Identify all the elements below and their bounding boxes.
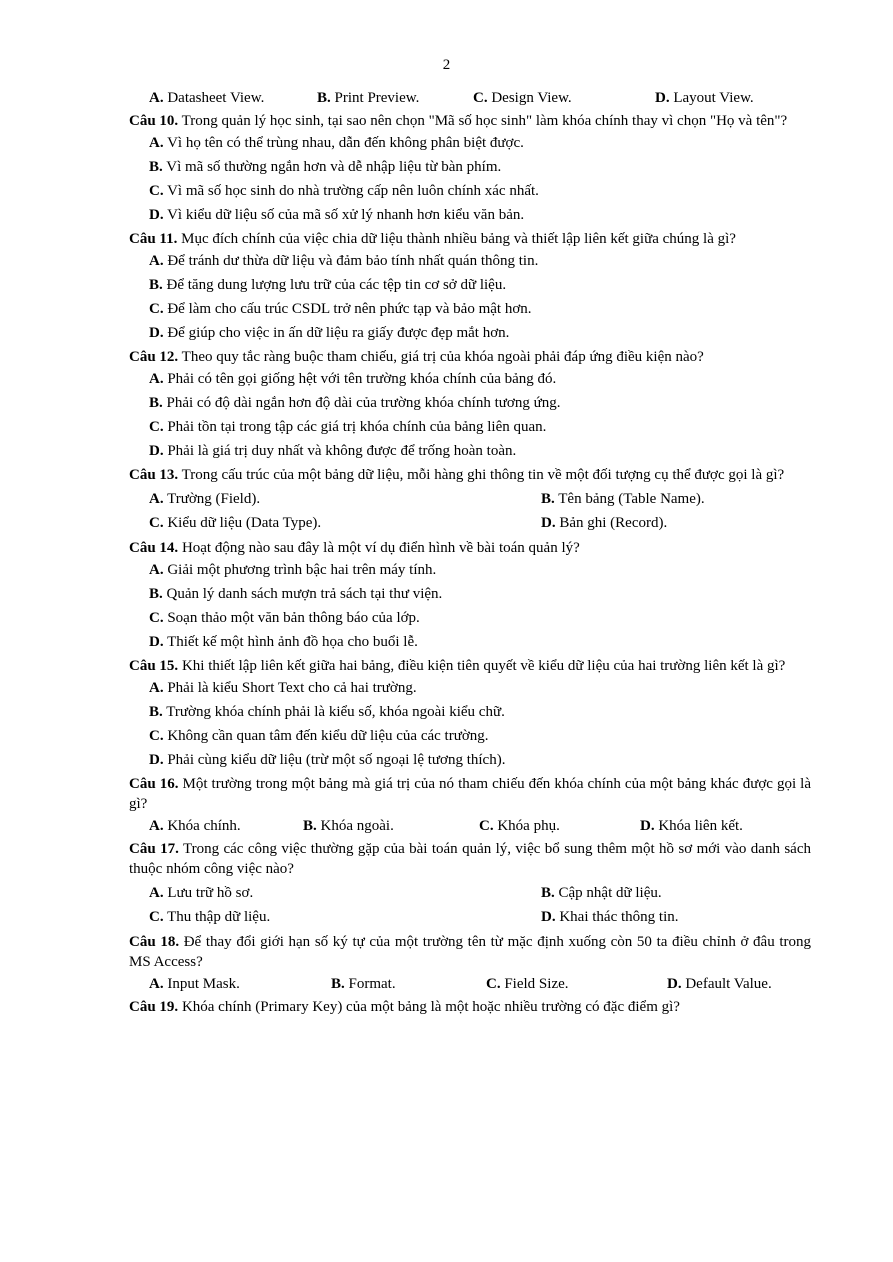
q14-option-d: D. Thiết kế một hình ảnh đồ họa cho buổi lễ. <box>149 634 418 650</box>
question-10: Câu 10. Trong quản lý học sinh, tại sao nên chọn "Mã số học sinh" làm khóa chính thay vì chọn "Họ và tên"? <box>129 113 788 129</box>
q18-options <box>129 974 811 994</box>
q17-option-c: C. Thu thập dữ liệu. <box>149 909 271 925</box>
question-12: Câu 12. Theo quy tắc ràng buộc tham chiếu, giá trị của khóa ngoài phải đáp ứng điều kiện nào? <box>129 349 704 365</box>
q12-option-b: B. Phải có độ dài ngắn hơn độ dài của trường khóa chính tương ứng. <box>149 395 561 411</box>
q13-option-d: D. Bản ghi (Record). <box>541 515 668 531</box>
question-17: Câu 17. Trong các công việc thường gặp của bài toán quản lý, việc bổ sung thêm một hồ sơ mới vào danh sách thuộc nhóm công việc nào? <box>129 841 811 877</box>
q17-options <box>129 881 811 929</box>
q11-option-a: A. Để tránh dư thừa dữ liệu và đảm bảo tính nhất quán thông tin. <box>149 253 539 269</box>
page-number: 2 <box>442 57 451 73</box>
q16-option-b: B. Khóa ngoài. <box>303 818 394 834</box>
q11-option-d: D. Để giúp cho việc in ấn dữ liệu ra giấy được đẹp mắt hơn. <box>149 325 510 341</box>
exam-content <box>129 86 811 1017</box>
question-16: Câu 16. Một trường trong một bảng mà giá trị của nó tham chiếu đến khóa chính của một bảng khác được gọi là gì? <box>129 776 811 812</box>
q16-option-a: A. Khóa chính. <box>149 818 241 834</box>
q9-option-d: D. Layout View. <box>655 90 754 106</box>
q9-option-c: C. Design View. <box>473 90 572 106</box>
q14-option-a: A. Giải một phương trình bậc hai trên máy tính. <box>149 562 437 578</box>
q18-option-c: C. Field Size. <box>486 976 569 992</box>
q10-option-c: C. Vì mã số học sinh do nhà trường cấp nên luôn chính xác nhất. <box>149 183 539 199</box>
q12-option-d: D. Phải là giá trị duy nhất và không được để trống hoàn toàn. <box>149 443 517 459</box>
question-15: Câu 15. Khi thiết lập liên kết giữa hai bảng, điều kiện tiên quyết về kiểu dữ liệu của hai trường liên kết là gì? <box>129 658 786 674</box>
question-14: Câu 14. Hoạt động nào sau đây là một ví dụ điển hình về bài toán quản lý? <box>129 540 580 556</box>
q15-option-c: C. Không cần quan tâm đến kiểu dữ liệu của các trường. <box>149 728 489 744</box>
q15-option-a: A. Phải là kiểu Short Text cho cả hai trường. <box>149 680 417 696</box>
q16-option-c: C. Khóa phụ. <box>479 818 560 834</box>
q11-option-b: B. Để tăng dung lượng lưu trữ của các tệp tin cơ sở dữ liệu. <box>149 277 507 293</box>
q18-option-b: B. Format. <box>331 976 396 992</box>
question-19: Câu 19. Khóa chính (Primary Key) của một bảng là một hoặc nhiều trường có đặc điểm gì? <box>129 999 680 1015</box>
q17-option-b: B. Cập nhật dữ liệu. <box>541 885 662 901</box>
question-11: Câu 11. Mục đích chính của việc chia dữ liệu thành nhiều bảng và thiết lập liên kết giữa chúng là gì? <box>129 231 736 247</box>
q15-option-b: B. Trường khóa chính phải là kiểu số, khóa ngoài kiểu chữ. <box>149 704 505 720</box>
q10-option-a: A. Vì họ tên có thể trùng nhau, dẫn đến không phân biệt được. <box>149 135 524 151</box>
question-18: Câu 18. Để thay đổi giới hạn số ký tự của một trường tên từ mặc định xuống còn 50 ta điều chỉnh ở đâu trong MS Access? <box>129 934 812 970</box>
q11-option-c: C. Để làm cho cấu trúc CSDL trở nên phức tạp và bảo mật hơn. <box>149 301 532 317</box>
q17-option-d: D. Khai thác thông tin. <box>541 909 679 925</box>
q14-option-b: B. Quản lý danh sách mượn trả sách tại thư viện. <box>149 586 443 602</box>
q10-option-b: B. Vì mã số thường ngắn hơn và dễ nhập liệu từ bàn phím. <box>149 159 502 175</box>
q13-options <box>129 487 811 535</box>
q15-option-d: D. Phải cùng kiểu dữ liệu (trừ một số ngoại lệ tương thích). <box>149 752 506 768</box>
question-13: Câu 13. Trong cấu trúc của một bảng dữ liệu, mỗi hàng ghi thông tin về một đối tượng cụ thể được gọi là gì? <box>129 467 785 483</box>
q13-option-a: A. Trường (Field). <box>149 491 261 507</box>
q10-option-d: D. Vì kiểu dữ liệu số của mã số xử lý nhanh hơn kiểu văn bản. <box>149 207 525 223</box>
q18-option-a: A. Input Mask. <box>149 976 240 992</box>
q16-option-d: D. Khóa liên kết. <box>640 818 743 834</box>
q13-option-c: C. Kiểu dữ liệu (Data Type). <box>149 515 322 531</box>
q16-options <box>129 816 811 836</box>
q14-option-c: C. Soạn thảo một văn bản thông báo của lớp. <box>149 610 420 626</box>
q13-option-b: B. Tên bảng (Table Name). <box>541 491 705 507</box>
q18-option-d: D. Default Value. <box>667 976 772 992</box>
q9-options <box>129 88 811 108</box>
q9-option-b: B. Print Preview. <box>317 90 420 106</box>
q12-option-a: A. Phải có tên gọi giống hệt với tên trường khóa chính của bảng đó. <box>149 371 557 387</box>
q17-option-a: A. Lưu trữ hồ sơ. <box>149 885 254 901</box>
q9-option-a: A. Datasheet View. <box>149 90 265 106</box>
q12-option-c: C. Phải tồn tại trong tập các giá trị khóa chính của bảng liên quan. <box>149 419 547 435</box>
